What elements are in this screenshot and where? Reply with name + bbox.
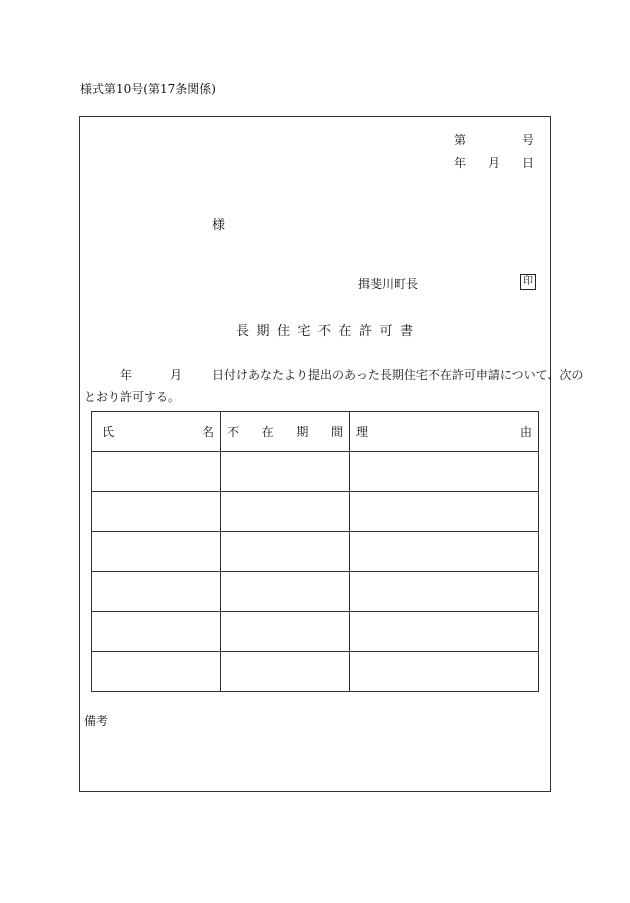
cell-name <box>92 532 221 572</box>
table-row <box>92 652 539 692</box>
remarks-label: 備考 <box>84 714 109 728</box>
cell-name <box>92 452 221 492</box>
cell-period <box>221 572 350 612</box>
table-row <box>92 452 539 492</box>
cell-name <box>92 572 221 612</box>
cell-name <box>92 612 221 652</box>
cell-reason <box>350 492 539 532</box>
cell-period <box>221 492 350 532</box>
header-absence-period: 不 在 期 間 <box>221 412 350 452</box>
header-name: 氏 名 <box>92 412 221 452</box>
table-row <box>92 612 539 652</box>
date-month: 月 <box>487 156 500 170</box>
permit-table <box>91 411 539 692</box>
date-day: 日 <box>521 156 534 170</box>
cell-name <box>92 652 221 692</box>
document-title: 長期住宅不在許可書 <box>236 324 421 339</box>
issuer-name: 揖斐川町長 <box>358 277 419 291</box>
cell-reason <box>350 572 539 612</box>
body-text-line-1 <box>120 366 583 383</box>
cell-period <box>221 652 350 692</box>
cell-reason <box>350 532 539 572</box>
cell-reason <box>350 652 539 692</box>
document-number <box>454 131 534 148</box>
cell-period <box>221 452 350 492</box>
form-label: 様式第10号(第17条関係) <box>80 82 216 96</box>
issue-date <box>454 154 534 171</box>
body-text: 日付けあなたより提出のあった長期住宅不在許可申請について、次の <box>212 368 584 382</box>
cell-name <box>92 492 221 532</box>
cell-period <box>221 612 350 652</box>
number-suffix: 号 <box>521 133 534 147</box>
seal-mark: 印 <box>520 274 536 290</box>
date-year: 年 <box>454 156 467 170</box>
cell-reason <box>350 612 539 652</box>
cell-reason <box>350 452 539 492</box>
body-text-line-2: とおり許可する。 <box>84 390 181 404</box>
addressee-honorific: 様 <box>212 218 226 233</box>
table-row <box>92 492 539 532</box>
number-prefix: 第 <box>454 133 467 147</box>
body-year: 年 <box>120 368 133 382</box>
cell-period <box>221 532 350 572</box>
table-row <box>92 572 539 612</box>
table-header-row <box>92 412 539 452</box>
header-reason: 理 由 <box>350 412 539 452</box>
body-month: 月 <box>170 368 183 382</box>
table-row <box>92 532 539 572</box>
